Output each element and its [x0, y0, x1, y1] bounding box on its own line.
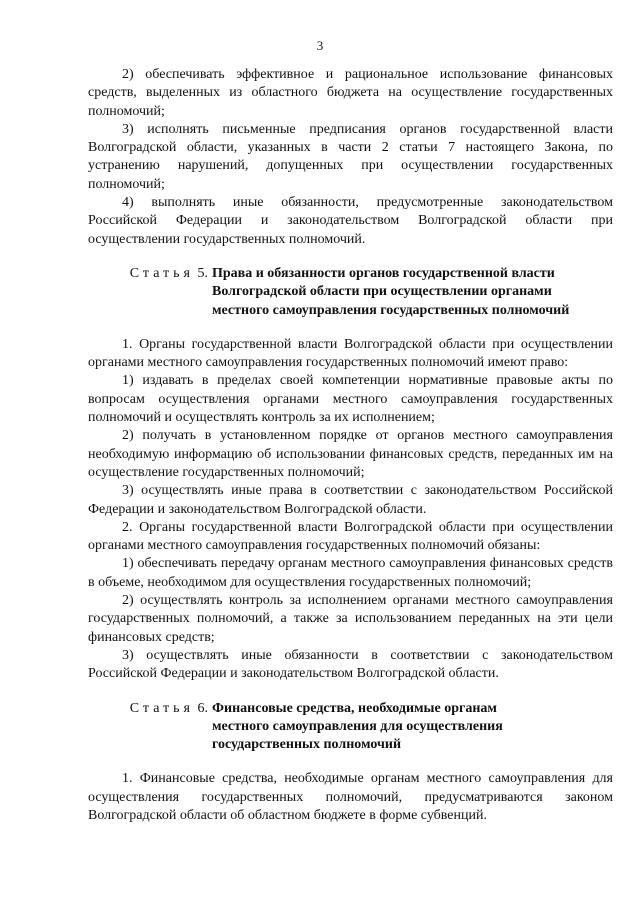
- paragraph: 2) осуществлять контроль за исполнением органами местного самоуправления государственных полномочий, а также за использованием переданных на эти цели финансовых средств;: [88, 593, 613, 645]
- article-number: 6.: [197, 700, 208, 716]
- article-word: Статья: [129, 700, 194, 716]
- paragraph: 1. Финансовые средства, необходимые органам местного самоуправления для осуществления государственных полномочий, предусматриваются законом Волгоградской области об областном бюджете в форме субвенций.: [88, 771, 613, 823]
- paragraph: 1) обеспечивать передачу органам местного самоуправления финансовых средств в объеме, необходимом для осуществления государственных полномочий;: [88, 556, 613, 590]
- paragraph: 3) исполнять письменные предписания органов государственной власти Волгоградской области, указанных в части 2 статьи 7 настоящего Закона, по устранению нарушений, допущенных при осуществлении государственных полномочий;: [88, 121, 613, 192]
- paragraph: 4) выполнять иные обязанности, предусмотренные законодательством Российской Федерации и законодательством Волгоградской области при осуществлении государственных полномочий.: [88, 195, 613, 247]
- article-title-line: государственных полномочий: [212, 737, 402, 753]
- page-number: 3: [316, 38, 324, 53]
- paragraph: 3) осуществлять иные обязанности в соответствии с законодательством Российской Федерации и законодательством Волгоградской области.: [88, 647, 613, 682]
- article-5-heading: [88, 265, 613, 320]
- paragraph: 2. Органы государственной власти Волгоградской области при осуществлении органами местного самоуправления государственных полномочий обязаны:: [88, 519, 613, 554]
- article-title-line: местного самоуправления для осуществления: [212, 718, 503, 734]
- document-body: [88, 66, 613, 825]
- article-title-line: местного самоуправления государственных полномочий: [212, 302, 570, 318]
- paragraph: 2) получать в установленном порядке от органов местного самоуправления необходимую информацию об использовании финансовых средств, переданных им на осуществление государственных полномочий;: [88, 428, 613, 480]
- article-title-line: Права и обязанности органов государственной власти: [212, 265, 555, 281]
- article-6-heading: [88, 700, 613, 755]
- paragraph: 3) осуществлять иные права в соответствии с законодательством Российской Федерации и законодательством Волгоградской области.: [88, 483, 613, 517]
- paragraph: 1) издавать в пределах своей компетенции нормативные правовые акты по вопросам осуществления органами местного самоуправления государственных полномочий и осуществлять контроль за их исполнением;: [88, 373, 613, 426]
- article-title-line: Финансовые средства, необходимые органам: [212, 700, 497, 716]
- article-word: Статья: [129, 265, 194, 281]
- paragraph: 2) обеспечивать эффективное и рациональное использование финансовых средств, выделенных из областного бюджета на осуществление государственных полномочий;: [88, 67, 613, 119]
- article-title-line: Волгоградской области при осуществлении органами: [212, 284, 552, 300]
- paragraph: 1. Органы государственной власти Волгоградской области при осуществлении органами местного самоуправления государственных полномочий имеют право:: [88, 336, 613, 371]
- article-number: 5.: [197, 265, 208, 281]
